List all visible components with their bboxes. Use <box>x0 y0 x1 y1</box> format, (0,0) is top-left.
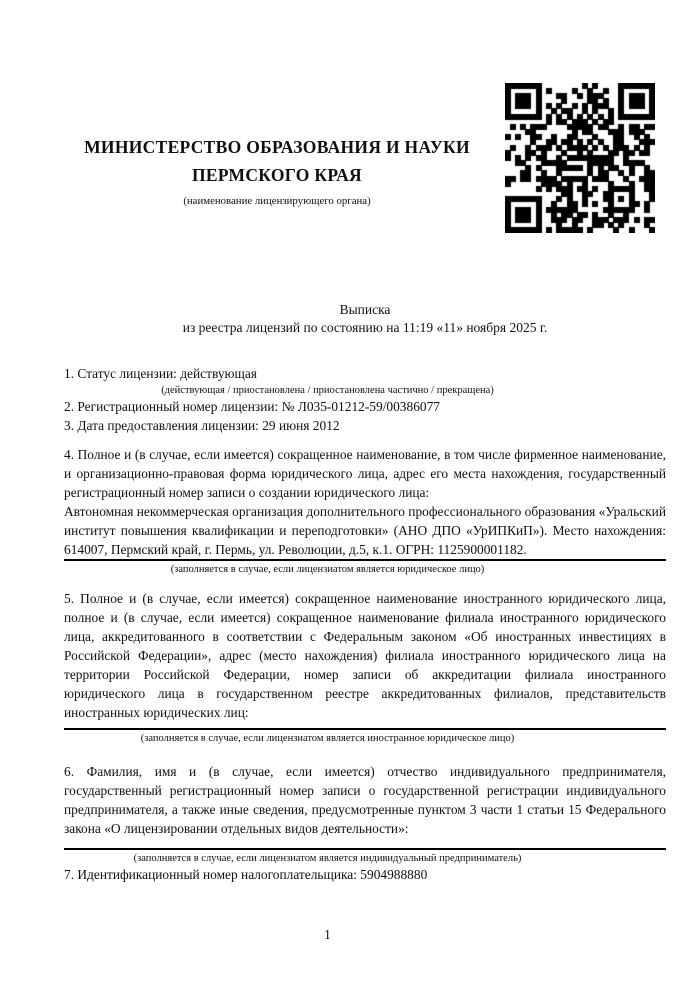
document-title <box>64 301 666 336</box>
document-title-line2: из реестра лицензий по состоянию на 11:19 «11» ноября 2025 г. <box>182 319 548 335</box>
item-4-fill-line <box>64 559 666 561</box>
item-4-caption: (заполняется в случае, если лицензиатом является юридическое лицо) <box>170 564 485 575</box>
item-1-license-status: 1. Статус лицензии: действующая <box>64 366 257 381</box>
item-4-legal-entity-value: Автономная некоммерческая организация дополнительного профессионального образования «Уральский институт повышения квалификации и переподготовки» (АНО ДПО «УрИПКиП»). Место нахождения: 614007, Пермский край, г. Пермь, ул. Революции, д.5, к.1. ОГРН: 1125900001182. <box>64 504 666 557</box>
licensing-authority-header <box>57 133 497 208</box>
document-body <box>64 364 666 884</box>
item-5-foreign-entity-section <box>64 589 666 745</box>
page-number: 1 <box>324 927 331 942</box>
item-6-label: 6. Фамилия, имя и (в случае, если имеется) отчество индивидуального предпринимателя, государственный регистрационный номер записи о государственной регистрации индивидуального предпринимателя, а также иные сведения, предусмотренные пунктом 3 части 1 статьи 15 Федерального закона «О лицензировании отдельных видов деятельности»: <box>64 764 666 836</box>
item-4-label: 4. Полное и (в случае, если имеется) сокращенное наименование, в том числе фирменное наименование, и организационно-правовая форма юридического лица, адрес его места нахождения, государственный регистрационный номер записи о создании юридического лица: <box>64 447 666 500</box>
item-2-registration-number: 2. Регистрационный номер лицензии: № Л035-01212-59/00386077 <box>64 399 440 414</box>
document-title-line1: Выписка <box>339 302 391 317</box>
authority-subtitle: (наименование лицензирующего органа) <box>183 195 371 207</box>
qr-code-icon <box>505 83 655 233</box>
item-4-legal-entity-section <box>64 445 666 576</box>
item-7-taxpayer-id: 7. Идентификационный номер налогоплательщика: 5904988880 <box>64 867 428 882</box>
item-3-license-grant-date: 3. Дата предоставления лицензии: 29 июня 2012 <box>64 418 340 433</box>
item-6-individual-entrepreneur-section <box>64 762 666 865</box>
item-6-caption: (заполняется в случае, если лицензиатом является индивидуальный предприниматель) <box>133 853 522 864</box>
item-5-fill-line <box>64 728 666 730</box>
item-6-fill-line <box>64 848 666 850</box>
item-5-caption: (заполняется в случае, если лицензиатом является иностранное юридическое лицо) <box>140 733 515 744</box>
ministry-name-line1: МИНИСТЕРСТВО ОБРАЗОВАНИЯ И НАУКИ <box>84 137 470 157</box>
item-5-label: 5. Полное и (в случае, если имеется) сокращенное наименование иностранного юридического лица, полное и (в случае, если имеется) сокращенное наименование филиала иностранного юридического лица, аккредитованного в соответствии с Федеральным законом «Об иностранных инвестициях в Российской Федерации», адрес (место нахождения) филиала иностранного юридического лица на территории Российской Федерации, номер записи об аккредитации филиала иностранного юридического лица в государственном реестре аккредитованных филиалов, представительств иностранных юридических лиц: <box>64 591 666 720</box>
qr-code-canvas <box>505 83 655 233</box>
ministry-name-line2: ПЕРМСКОГО КРАЯ <box>192 165 362 185</box>
item-1-status-options-note: (действующая / приостановлена / приостановлена частично / прекращена) <box>161 385 494 396</box>
